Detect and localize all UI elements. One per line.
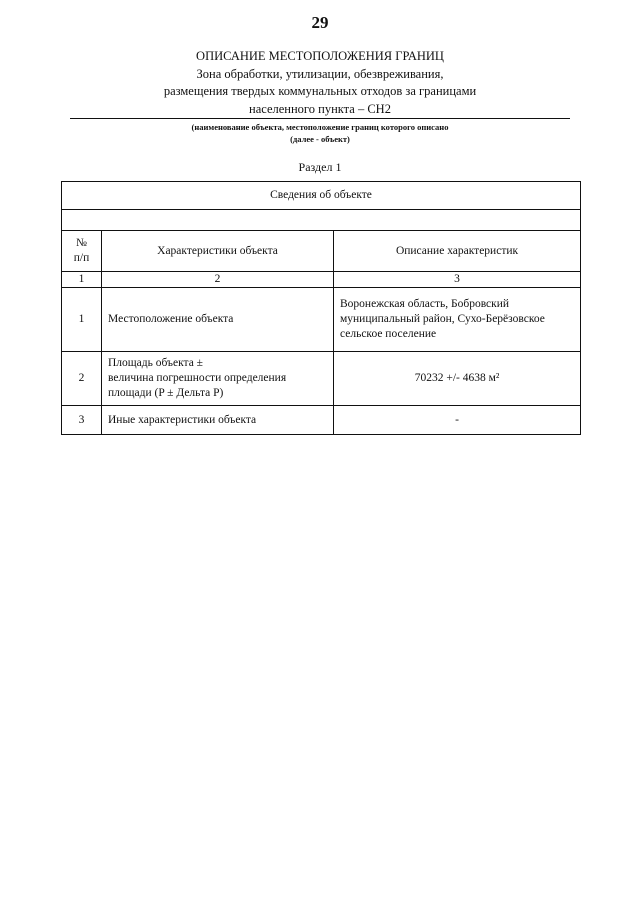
table-empty-row (62, 210, 581, 231)
row-description: Воронежская область, Бобровский муниципальный район, Сухо-Берёзовское сельское поселение (334, 288, 581, 352)
row-characteristic-line-2: величина погрешности определения площади (P ± Дельта P) (108, 372, 287, 399)
table-row (62, 352, 581, 406)
header-characteristics: Характеристики объекта (102, 231, 334, 272)
table-numbering-row (62, 272, 581, 288)
object-name-line-1: Зона обработки, утилизации, обезвреживания, (196, 66, 444, 81)
object-info-table (61, 181, 581, 435)
row-characteristic: Иные характеристики объекта (102, 406, 334, 435)
object-name-line-2: размещения твердых коммунальных отходов за границами (163, 84, 477, 98)
header-number-line-2: п/п (73, 252, 90, 264)
row-number: 1 (62, 288, 102, 352)
header-underline (70, 118, 570, 119)
row-characteristic (102, 352, 334, 406)
table-row (62, 406, 581, 435)
section-label: Раздел 1 (298, 160, 342, 174)
table-empty-cell (62, 210, 581, 231)
numbering-cell: 1 (62, 272, 102, 288)
header-number-line-1: № (76, 237, 87, 249)
row-characteristic-line-1: Площадь объекта ± (108, 357, 203, 369)
page-number: 29 (311, 13, 329, 32)
table-header-row (62, 231, 581, 272)
numbering-cell: 2 (102, 272, 334, 288)
caption-line-1: (наименование объекта, местоположение границ которого описано (191, 122, 449, 132)
row-number: 3 (62, 406, 102, 435)
header-description: Описание характеристик (334, 231, 581, 272)
header-caption (70, 121, 570, 145)
table-title: Сведения об объекте (62, 182, 581, 210)
row-description: 70232 +/- 4638 м² (334, 352, 581, 406)
object-name-line-3: населенного пункта – СН2 (249, 101, 391, 116)
header-number (62, 231, 102, 272)
table-title-row (62, 182, 581, 210)
row-characteristic: Местоположение объекта (102, 288, 334, 352)
document-title: ОПИСАНИЕ МЕСТОПОЛОЖЕНИЯ ГРАНИЦ (196, 49, 444, 63)
numbering-cell: 3 (334, 272, 581, 288)
table-row (62, 288, 581, 352)
row-description: - (334, 406, 581, 435)
document-header (70, 48, 570, 118)
row-number: 2 (62, 352, 102, 406)
caption-line-2: (далее - объект) (290, 134, 350, 144)
